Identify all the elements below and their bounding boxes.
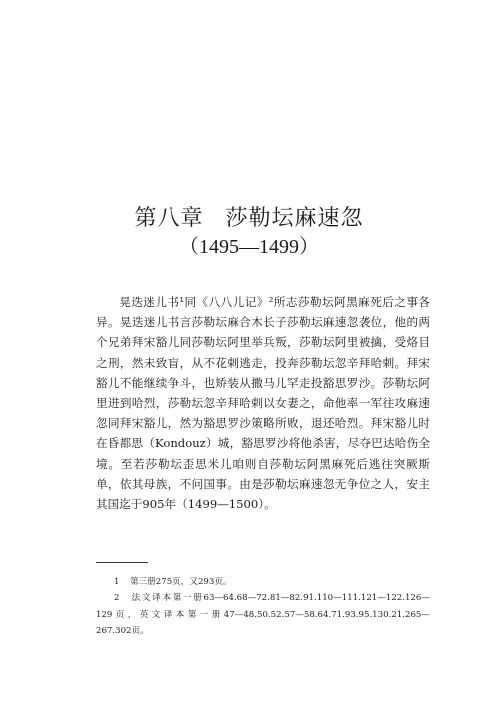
chapter-name: 莎勒坛麻速忽 bbox=[225, 206, 364, 231]
footnote-number: 2 bbox=[114, 593, 120, 604]
chapter-title bbox=[0, 205, 498, 233]
footnote-text: 法文译本第一册63—64.68—72.81—82.91.110—111.121—122.126—129页，英文译本第一册47—48.50.52.57—58.64.71.93.95.130.21.265—267.302页。 bbox=[96, 593, 430, 636]
footnote-divider bbox=[96, 562, 148, 563]
chapter-years: （1495—1499） bbox=[179, 236, 319, 258]
body-text bbox=[96, 292, 430, 514]
footnotes bbox=[96, 574, 430, 639]
body-paragraph: 晃迭迷儿书¹同《八八儿记》²所志莎勒坛阿黑麻死后之事各异。晃迭迷儿书言莎勒坛麻合木长子莎勒坛麻速忽袭位，他的两个兄弟拜宋豁儿同莎勒坛阿里举兵叛，莎勒坛阿里被擒，受烙目之刑，然未致盲，从不花剌逃走，投奔莎勒坛忽辛拜哈剌。拜宋豁儿不能继续争斗，也矫装从撒马儿罕走投豁思罗沙。莎勒坛阿里进到哈烈，莎勒坛忽辛拜哈剌以女妻之，命他率一军往攻麻速忽同拜宋豁儿，然为豁思罗沙策略所败，退还哈烈。拜宋豁儿时在昏都思（Kondouz）城，豁思罗沙将他杀害，尽夺巴达哈伤全境。至若莎勒坛歪思米儿咱则自莎勒坛阿黑麻死后逃往突厥斯单，依其母族，不问国事。由是莎勒坛麻速忽无争位之人，安主其国迄于905年（1499—1500）。 bbox=[96, 295, 430, 512]
footnote-1 bbox=[96, 574, 430, 590]
footnote-2 bbox=[96, 590, 430, 639]
chapter-number: 第八章 bbox=[134, 206, 204, 231]
footnote-number: 1 bbox=[114, 577, 120, 587]
footnote-text: 第三册275页，又293页。 bbox=[130, 577, 232, 587]
